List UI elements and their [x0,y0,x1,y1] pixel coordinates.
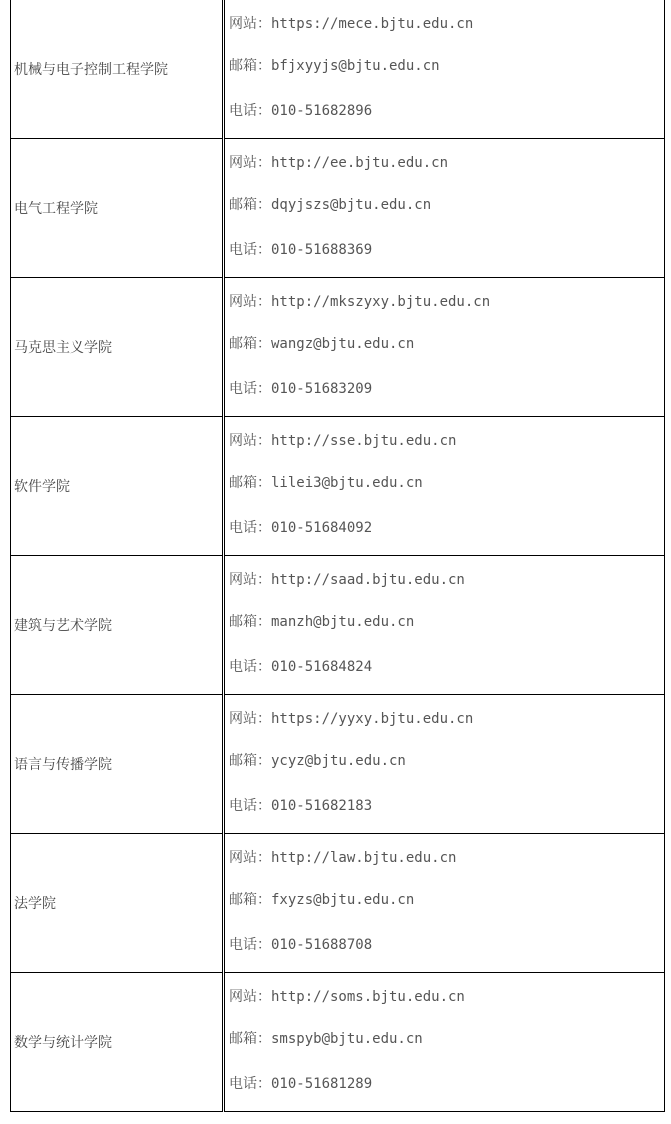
phone-label: 电话： [229,937,271,953]
email-line [229,878,664,923]
website-label: 网站： [229,989,271,1005]
phone-line [229,645,664,690]
college-name: 软件学院 [14,479,70,495]
website-link[interactable]: http://law.bjtu.edu.cn [271,850,457,866]
table-row [11,695,665,834]
website-link[interactable]: http://sse.bjtu.edu.cn [271,433,457,449]
college-name-cell [11,556,224,695]
college-contact-table [10,0,665,1112]
college-name-cell [11,695,224,834]
contact-details-cell [224,139,665,278]
table-row [11,278,665,417]
phone-number: 010-51682896 [271,103,373,119]
email-line [229,1017,664,1062]
contact-details-cell [224,0,665,139]
college-name: 数学与统计学院 [14,1035,112,1051]
website-line [229,699,664,739]
phone-label: 电话： [229,242,271,258]
email-link[interactable]: smspyb@bjtu.edu.cn [271,1031,423,1047]
website-line [229,143,664,183]
college-name-cell [11,278,224,417]
college-name-cell [11,0,224,139]
website-line [229,977,664,1017]
phone-line [229,506,664,551]
table-row [11,417,665,556]
website-label: 网站： [229,572,271,588]
phone-line [229,367,664,412]
table-row [11,0,665,139]
phone-label: 电话： [229,1076,271,1092]
email-link[interactable]: dqyjszs@bjtu.edu.cn [271,197,432,213]
website-label: 网站： [229,850,271,866]
college-name-cell [11,973,224,1112]
contact-details-cell [224,834,665,973]
table-row [11,973,665,1112]
contact-details-cell [224,695,665,834]
email-line [229,183,664,228]
website-label: 网站： [229,433,271,449]
table-row [11,834,665,973]
table-row [11,556,665,695]
website-link[interactable]: https://mece.bjtu.edu.cn [271,16,474,32]
website-label: 网站： [229,16,271,32]
email-line [229,739,664,784]
college-name: 马克思主义学院 [14,340,112,356]
email-label: 邮箱： [229,336,271,352]
website-link[interactable]: http://soms.bjtu.edu.cn [271,989,465,1005]
website-label: 网站： [229,711,271,727]
college-name: 机械与电子控制工程学院 [14,62,168,78]
website-line [229,4,664,44]
website-link[interactable]: http://ee.bjtu.edu.cn [271,155,449,171]
email-line [229,322,664,367]
email-link[interactable]: ycyz@bjtu.edu.cn [271,753,406,769]
phone-line [229,1062,664,1107]
website-line [229,421,664,461]
phone-label: 电话： [229,103,271,119]
contact-details-cell [224,278,665,417]
email-label: 邮箱： [229,892,271,908]
phone-line [229,89,664,134]
table-body [11,0,665,1112]
phone-number: 010-51683209 [271,381,373,397]
website-link[interactable]: http://mkszyxy.bjtu.edu.cn [271,294,491,310]
college-name: 建筑与艺术学院 [14,618,112,634]
email-line [229,44,664,89]
phone-number: 010-51681289 [271,1076,373,1092]
website-link[interactable]: http://saad.bjtu.edu.cn [271,572,465,588]
college-name: 电气工程学院 [14,201,98,217]
phone-number: 010-51684092 [271,520,373,536]
college-name: 语言与传播学院 [14,757,112,773]
email-link[interactable]: bfjxyyjs@bjtu.edu.cn [271,58,440,74]
phone-label: 电话： [229,798,271,814]
contact-details-cell [224,973,665,1112]
email-line [229,600,664,645]
college-name-cell [11,834,224,973]
email-link[interactable]: manzh@bjtu.edu.cn [271,614,415,630]
email-label: 邮箱： [229,58,271,74]
phone-number: 010-51684824 [271,659,373,675]
phone-line [229,784,664,829]
phone-label: 电话： [229,381,271,397]
email-label: 邮箱： [229,197,271,213]
email-link[interactable]: fxyzs@bjtu.edu.cn [271,892,415,908]
email-link[interactable]: wangz@bjtu.edu.cn [271,336,415,352]
phone-number: 010-51688708 [271,937,373,953]
email-label: 邮箱： [229,753,271,769]
email-label: 邮箱： [229,614,271,630]
phone-line [229,923,664,968]
email-line [229,461,664,506]
phone-label: 电话： [229,520,271,536]
email-label: 邮箱： [229,475,271,491]
email-link[interactable]: lilei3@bjtu.edu.cn [271,475,423,491]
website-line [229,838,664,878]
phone-line [229,228,664,273]
phone-number: 010-51688369 [271,242,373,258]
website-line [229,560,664,600]
website-label: 网站： [229,294,271,310]
contact-details-cell [224,556,665,695]
website-link[interactable]: https://yyxy.bjtu.edu.cn [271,711,474,727]
college-name-cell [11,417,224,556]
college-name: 法学院 [14,896,56,912]
table-row [11,139,665,278]
phone-label: 电话： [229,659,271,675]
phone-number: 010-51682183 [271,798,373,814]
contact-details-cell [224,417,665,556]
website-line [229,282,664,322]
college-name-cell [11,139,224,278]
website-label: 网站： [229,155,271,171]
email-label: 邮箱： [229,1031,271,1047]
